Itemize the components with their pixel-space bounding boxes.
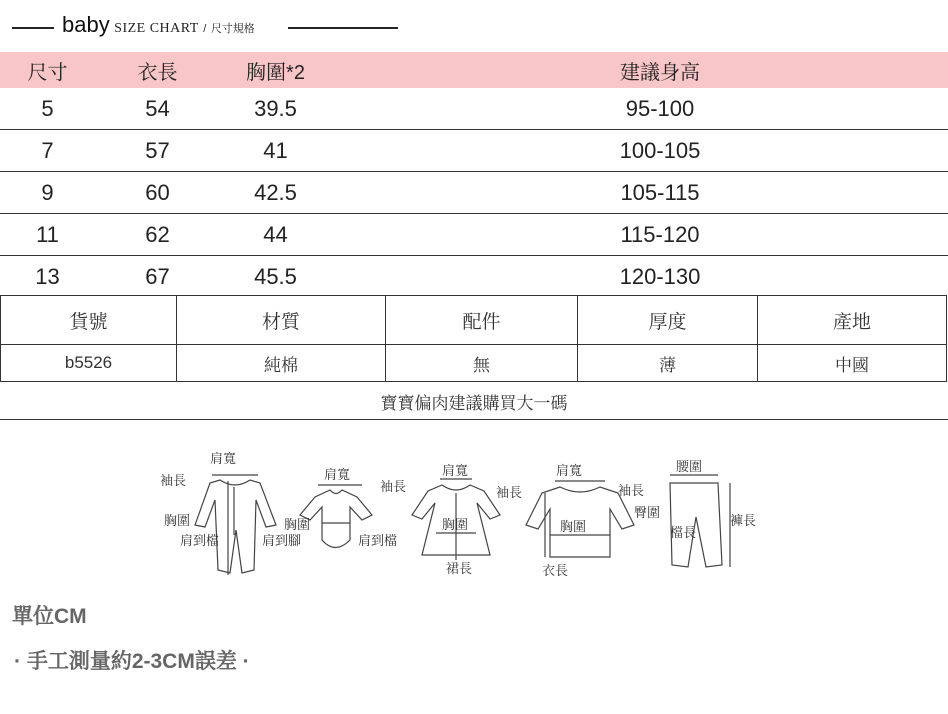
unit-label: 單位CM (12, 605, 87, 628)
label-bodysuit-chest: 胸圍 (284, 518, 311, 533)
label-pants-length: 褲長 (730, 514, 757, 529)
info-header-row (1, 296, 947, 345)
cell-chest: 39.5 (254, 95, 297, 121)
label-pants-waist: 腰圍 (676, 460, 703, 475)
info-value-row (1, 345, 947, 382)
title-separator: / (203, 23, 207, 35)
cell-height: 105-115 (620, 179, 700, 205)
table-row (0, 214, 948, 256)
table-row (0, 88, 948, 130)
cell-length: 67 (145, 263, 170, 289)
size-advice-note: 寶寶偏肉建議購買大一碼 (0, 383, 948, 420)
page-title (62, 12, 255, 38)
cell-height: 95-100 (625, 95, 695, 121)
cell-size: 9 (41, 179, 54, 205)
info-header-thickness: 厚度 (578, 296, 758, 345)
measurement-error-note: · 手工測量約2-3CM誤差 · (14, 650, 250, 673)
cell-length: 54 (145, 95, 170, 121)
label-pants-hip: 臀圍 (634, 506, 661, 521)
cell-length: 57 (145, 137, 170, 163)
cell-size: 11 (36, 221, 59, 247)
info-header-origin: 產地 (758, 296, 947, 345)
header-chest: 胸圍*2 (246, 61, 305, 84)
label-bodysuit-sleeve: 袖長 (380, 480, 407, 495)
label-top-length: 衣長 (542, 564, 569, 579)
title-rule-right (288, 27, 398, 29)
label-romper-shoulder-crotch: 肩到檔 (180, 534, 220, 549)
label-bodysuit-shoulder-crotch: 肩到檔 (358, 534, 398, 549)
label-top-chest: 胸圍 (560, 520, 587, 535)
label-dress-shoulder: 肩寬 (442, 464, 469, 479)
info-header-accessory: 配件 (386, 296, 578, 345)
info-value-accessory: 無 (386, 345, 578, 382)
cell-height: 115-120 (620, 221, 700, 247)
cell-chest: 44 (263, 221, 288, 247)
label-pants-crotch: 檔長 (670, 526, 697, 541)
cell-length: 62 (145, 221, 170, 247)
cell-height: 100-105 (619, 137, 701, 163)
label-top-sleeve: 袖長 (618, 484, 645, 499)
info-value-material: 純棉 (177, 345, 386, 382)
label-romper-chest: 胸圍 (164, 514, 191, 529)
table-row (0, 130, 948, 172)
label-dress-chest: 胸圍 (442, 518, 469, 533)
header-length: 衣長 (137, 61, 178, 84)
label-bodysuit-shoulder: 肩寬 (324, 468, 351, 483)
info-header-sku: 貨號 (1, 296, 177, 345)
cell-size: 13 (35, 263, 60, 289)
diagram-labels (160, 452, 756, 579)
title-rule-left (12, 27, 54, 29)
cell-chest: 45.5 (254, 263, 297, 289)
label-romper-sleeve: 袖長 (160, 474, 187, 489)
measurement-diagrams (150, 445, 757, 595)
product-info-table (0, 295, 947, 382)
cell-chest: 41 (263, 137, 288, 163)
cell-height: 120-130 (619, 263, 701, 289)
title-bar (0, 0, 948, 50)
header-size: 尺寸 (27, 61, 68, 84)
size-chart-table (0, 52, 948, 297)
romper-diagram (195, 475, 276, 575)
table-row (0, 256, 948, 297)
title-main: baby (62, 12, 110, 37)
cell-length: 60 (145, 179, 170, 205)
label-top-shoulder: 肩寬 (556, 464, 583, 479)
cell-chest: 42.5 (254, 179, 297, 205)
info-value-origin: 中國 (758, 345, 947, 382)
info-header-material: 材質 (177, 296, 386, 345)
pants-diagram (670, 475, 730, 567)
cell-size: 5 (41, 95, 54, 121)
title-sub: SIZE CHART (114, 21, 199, 36)
label-romper-shoulder-foot: 肩到腳 (262, 534, 302, 549)
label-romper-shoulder: 肩寬 (210, 452, 237, 467)
table-row (0, 172, 948, 214)
size-chart-header (0, 52, 948, 88)
info-value-sku: b5526 (1, 345, 177, 382)
label-dress-sleeve: 袖長 (496, 486, 523, 501)
label-dress-skirt: 裙長 (446, 562, 473, 577)
header-height: 建議身高 (620, 61, 700, 84)
info-value-thickness: 薄 (578, 345, 758, 382)
title-sub-cn: 尺寸規格 (210, 23, 255, 35)
cell-size: 7 (41, 137, 54, 163)
